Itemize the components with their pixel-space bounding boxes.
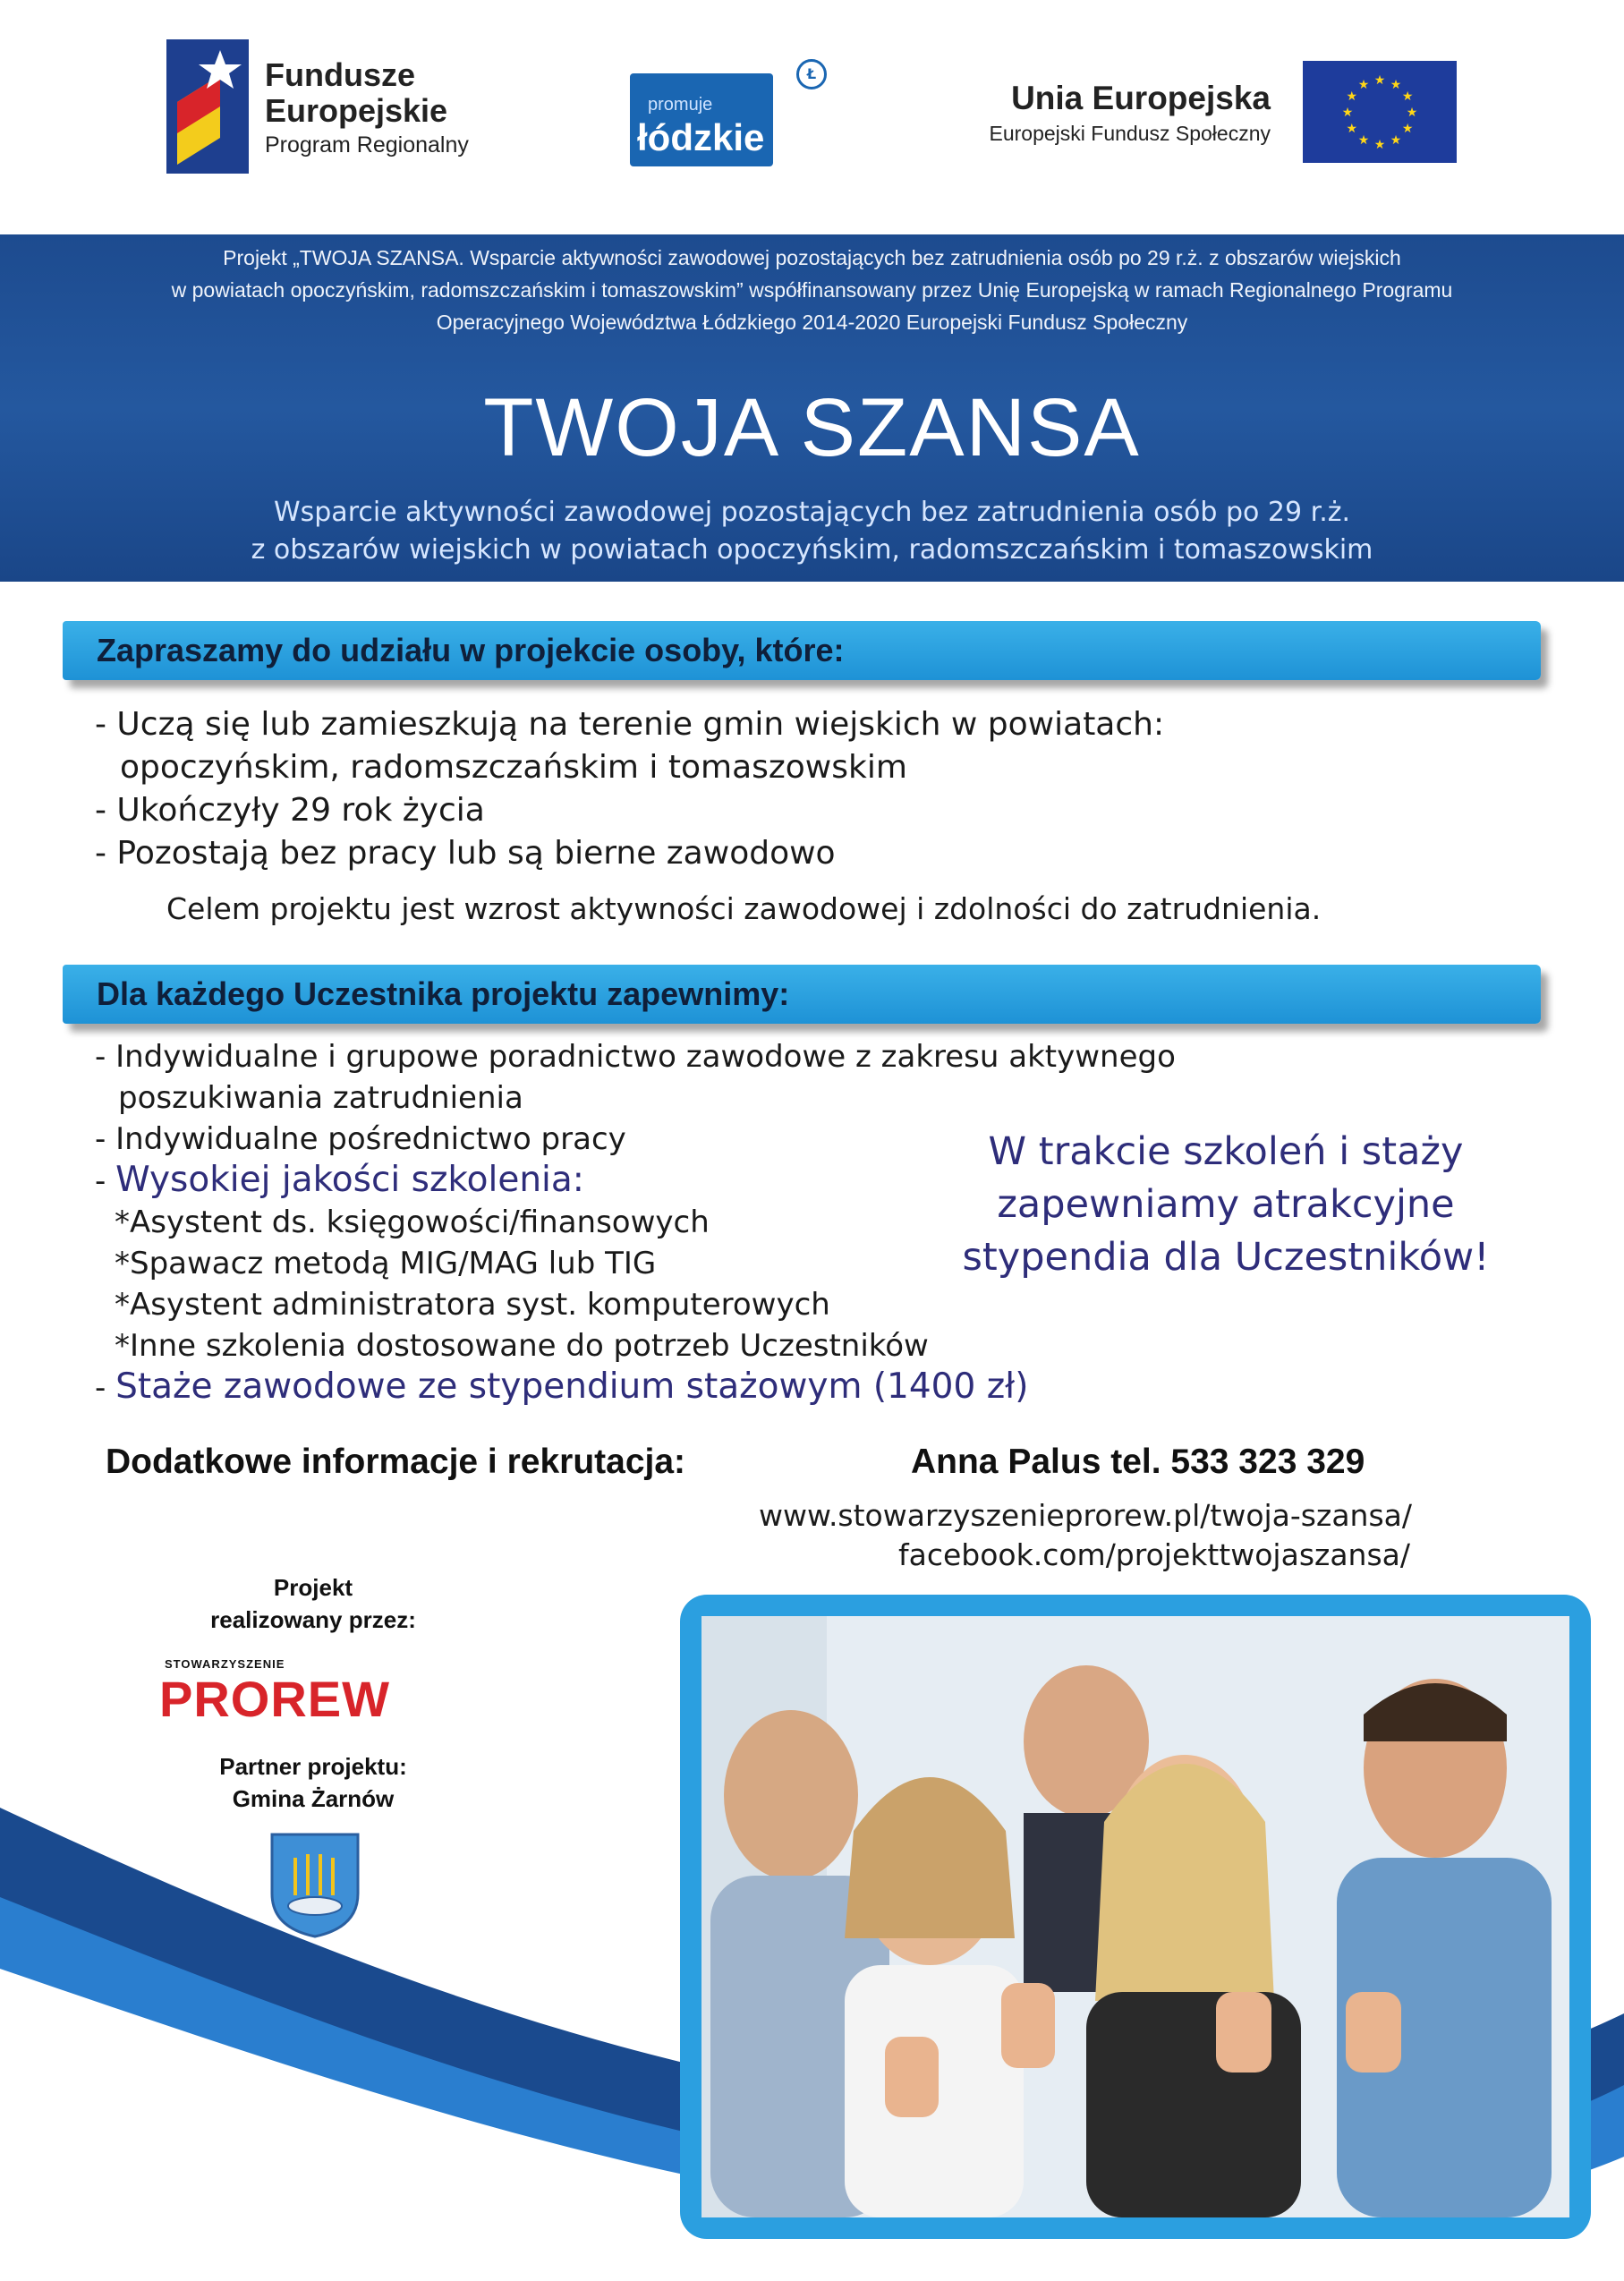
lodzkie-box xyxy=(630,73,773,166)
stipend-line: W trakcie szkoleń i staży xyxy=(988,1129,1464,1174)
list-item: - Pozostają bez pracy lub są bierne zawodowo xyxy=(95,835,836,872)
realized-by-label xyxy=(143,1571,483,1636)
eu-star-icon: ★ xyxy=(1341,106,1354,120)
eligibility-banner xyxy=(63,621,1541,680)
list-item: - Indywidualne pośrednictwo pracy xyxy=(95,1121,626,1157)
ue-text xyxy=(931,79,1271,149)
eu-star-icon: ★ xyxy=(1346,89,1358,104)
gmina-zarnow-coat-of-arms-icon xyxy=(268,1831,361,1940)
partner-line: Partner projektu: xyxy=(219,1753,407,1780)
eu-flag-icon xyxy=(1303,61,1457,163)
eu-star-icon: ★ xyxy=(1373,138,1386,152)
project-intro xyxy=(36,242,1588,338)
prorew-small-text: STOWARZYSZENIE xyxy=(165,1657,285,1671)
prorew-big-text: PROREW xyxy=(159,1671,390,1727)
training-item: *Spawacz metodą MIG/MAG lub TIG xyxy=(115,1246,657,1281)
list-item xyxy=(95,1366,1176,1409)
eu-star-icon: ★ xyxy=(1390,77,1402,92)
intro-line: w powiatach opoczyńskim, radomszczańskim i tomaszowskim” współfinansowany przez Unię Europejską w ramach Regionalnego Programu xyxy=(171,278,1453,302)
partner-line: Gmina Żarnów xyxy=(232,1785,395,1812)
page-subtitle xyxy=(0,494,1624,569)
stipend-line: zapewniamy atrakcyjne xyxy=(997,1182,1455,1227)
group-photo xyxy=(701,1616,1569,2217)
intro-line: Operacyjnego Województwa Łódzkiego 2014-2020 Europejski Fundusz Społeczny xyxy=(436,311,1188,334)
eu-star-icon: ★ xyxy=(1357,77,1370,92)
page-title: TWOJA SZANSA xyxy=(483,382,1141,473)
logo-bar xyxy=(0,0,1624,234)
training-item: *Inne szkolenia dostosowane do potrzeb Uczestników xyxy=(115,1328,929,1364)
lodzkie-logo xyxy=(630,54,817,168)
offer-banner xyxy=(63,965,1541,1024)
smiling-people-thumbs-up-image xyxy=(701,1616,1569,2217)
fundusze-europejskie-logo xyxy=(166,39,524,183)
ue-line1: Unia Europejska xyxy=(1011,80,1271,116)
eu-star-icon: ★ xyxy=(1346,122,1358,136)
contact-person: Anna Palus tel. 533 323 329 xyxy=(911,1443,1365,1481)
eu-star-icon: ★ xyxy=(1406,106,1418,120)
photo-frame xyxy=(680,1595,1591,2239)
training-item: *Asystent administratora syst. komputerowych xyxy=(115,1287,830,1323)
offer-heading: Dla każdego Uczestnika projektu zapewnimy: xyxy=(97,975,790,1012)
stipend-line: stypendia dla Uczestników! xyxy=(962,1235,1490,1280)
fundusze-emblem-icon xyxy=(166,39,249,174)
partner-label xyxy=(143,1750,483,1815)
lodzkie-small-text: promuje xyxy=(648,95,713,115)
list-item: opoczyńskim, radomszczańskim i tomaszowskim xyxy=(120,749,907,786)
fundusze-line1: Fundusze xyxy=(265,56,415,93)
contact-label: Dodatkowe informacje i rekrutacja: xyxy=(106,1443,686,1481)
project-goal: Celem projektu jest wzrost aktywności zawodowej i zdolności do zatrudnienia. xyxy=(166,891,1322,926)
prorew-logo xyxy=(159,1652,481,1727)
realized-line: Projekt xyxy=(273,1574,353,1601)
list-item: poszukiwania zatrudnienia xyxy=(118,1080,523,1116)
lodzkie-badge-icon: Ł xyxy=(796,59,827,89)
lodzkie-big-text: łódzkie xyxy=(637,116,765,158)
eu-star-icon: ★ xyxy=(1401,122,1414,136)
facebook-link[interactable]: facebook.com/projekttwojaszansa/ xyxy=(898,1537,1411,1572)
internship-item: Staże zawodowe ze stypendium stażowym (1400 zł) xyxy=(115,1366,1029,1407)
list-item: - Ukończyły 29 rok życia xyxy=(95,792,485,829)
eligibility-heading: Zapraszamy do udziału w projekcie osoby, które: xyxy=(97,632,845,668)
list-dash: - xyxy=(95,1370,116,1406)
subtitle-line: Wsparcie aktywności zawodowej pozostających bez zatrudnienia osób po 29 r.ż. xyxy=(273,497,1351,528)
training-item: *Asystent ds. księgowości/finansowych xyxy=(115,1204,710,1240)
website-link[interactable]: www.stowarzyszenieprorew.pl/twoja-szansa/ xyxy=(759,1498,1412,1533)
intro-line: Projekt „TWOJA SZANSA. Wsparcie aktywności zawodowej pozostających bez zatrudnienia osób po 29 r.ż. z obszarów wiejskich xyxy=(223,246,1401,269)
list-item: - Uczą się lub zamieszkują na terenie gmin wiejskich w powiatach: xyxy=(95,706,1165,743)
eu-star-icon: ★ xyxy=(1373,73,1386,88)
ue-line2: Europejski Fundusz Społeczny xyxy=(989,122,1271,145)
eu-star-icon: ★ xyxy=(1357,133,1370,149)
list-item: - Indywidualne i grupowe poradnictwo zawodowe z zakresu aktywnego xyxy=(95,1039,1176,1075)
header-band xyxy=(0,234,1624,582)
list-dash: - xyxy=(95,1163,116,1199)
subtitle-line: z obszarów wiejskich w powiatach opoczyńskim, radomszczańskim i tomaszowskim xyxy=(251,534,1373,566)
realized-line: realizowany przez: xyxy=(210,1606,416,1633)
fundusze-line2: Europejskie xyxy=(265,92,448,129)
eligibility-list xyxy=(95,703,1164,875)
eu-star-icon: ★ xyxy=(1390,133,1402,149)
stipend-note xyxy=(922,1126,1530,1284)
fundusze-text xyxy=(265,57,469,161)
trainings-heading: Wysokiej jakości szkolenia: xyxy=(115,1160,584,1200)
fundusze-line3: Program Regionalny xyxy=(265,132,469,157)
eu-star-icon: ★ xyxy=(1401,89,1414,104)
